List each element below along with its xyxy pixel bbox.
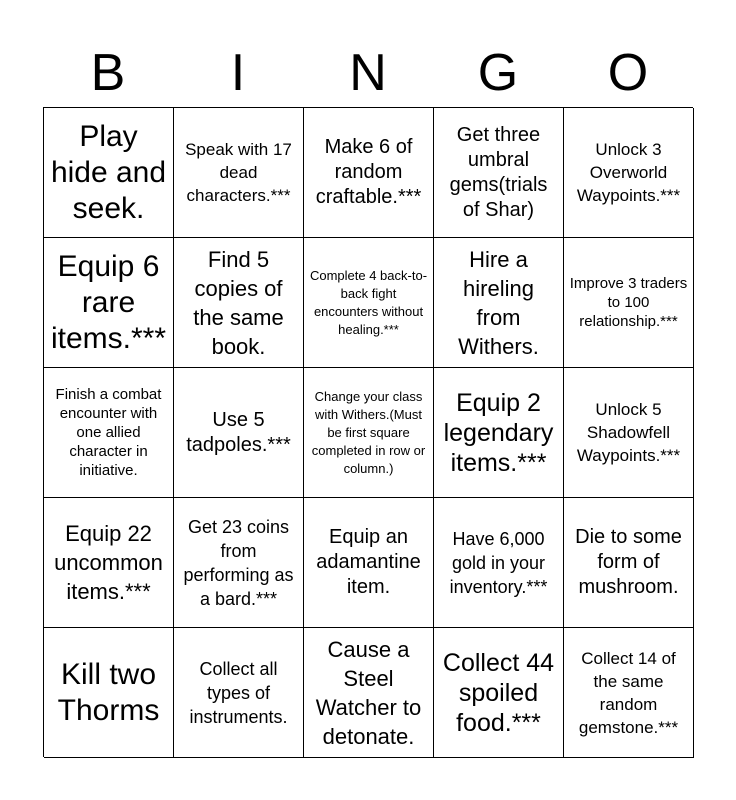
bingo-cell-text: Speak with 17 dead characters.***	[185, 140, 292, 205]
bingo-cell[interactable]	[434, 628, 564, 758]
bingo-cell[interactable]	[174, 368, 304, 498]
bingo-cell[interactable]	[304, 238, 434, 368]
bingo-cell-text: Play hide and seek.	[50, 119, 167, 225]
bingo-cell-text: Make 6 of random craftable.***	[315, 136, 422, 208]
bingo-cell[interactable]	[304, 498, 434, 628]
bingo-cell-text: Equip an adamantine item.	[316, 526, 421, 598]
bingo-cell-text: Hire a hireling from Withers.	[458, 246, 539, 359]
bingo-cell[interactable]	[564, 238, 694, 368]
bingo-cell[interactable]	[44, 628, 174, 758]
bingo-board	[43, 107, 693, 757]
bingo-cell[interactable]	[434, 498, 564, 628]
bingo-cell[interactable]	[564, 628, 694, 758]
bingo-cell[interactable]	[44, 368, 174, 498]
bingo-cell[interactable]	[174, 628, 304, 758]
bingo-cell[interactable]	[564, 498, 694, 628]
bingo-cell-text: Get three umbral gems(trials of Shar)	[449, 123, 548, 221]
bingo-cell-text: Collect 14 of the same random gemstone.***	[578, 648, 679, 737]
bingo-cell[interactable]	[304, 368, 434, 498]
bingo-cell-text: Kill two Thorms	[57, 657, 160, 727]
bingo-cell-text: Have 6,000 gold in your inventory.***	[449, 528, 548, 597]
bingo-cell[interactable]	[434, 368, 564, 498]
header-letter-o: O	[607, 44, 649, 102]
bingo-cell[interactable]	[434, 238, 564, 368]
bingo-cell-text: Unlock 3 Overworld Waypoints.***	[576, 140, 681, 205]
bingo-cell[interactable]	[44, 498, 174, 628]
bingo-cell[interactable]	[44, 108, 174, 238]
bingo-cell-text: Find 5 copies of the same book.	[193, 246, 284, 359]
bingo-cell-text: Equip 22 uncommon items.***	[54, 521, 163, 604]
bingo-cell[interactable]	[174, 238, 304, 368]
bingo-cell-text: Get 23 coins from performing as a bard.***	[183, 516, 294, 609]
bingo-cell[interactable]	[304, 108, 434, 238]
bingo-cell-text: Equip 2 legendary items.***	[443, 388, 554, 477]
bingo-header	[43, 40, 693, 106]
bingo-cell[interactable]	[564, 368, 694, 498]
header-letter-n: N	[349, 44, 387, 102]
bingo-cell[interactable]	[564, 108, 694, 238]
bingo-cell-text: Complete 4 back-to-back fight encounters without healing.***	[309, 267, 428, 337]
bingo-cell-text: Use 5 tadpoles.***	[186, 408, 291, 456]
bingo-cell-text: Change your class with Withers.(Must be first square completed in row or column.)	[311, 388, 426, 476]
bingo-cell-text: Cause a Steel Watcher to detonate.	[315, 636, 422, 749]
bingo-cell[interactable]	[434, 108, 564, 238]
header-letter-b: B	[90, 44, 126, 102]
bingo-cell[interactable]	[174, 108, 304, 238]
bingo-cell-text: Die to some form of mushroom.	[575, 526, 682, 598]
bingo-cell[interactable]	[44, 238, 174, 368]
bingo-cell-text: Collect all types of instruments.	[189, 658, 288, 727]
bingo-cell[interactable]	[304, 628, 434, 758]
bingo-cell-text: Equip 6 rare items.***	[50, 249, 167, 355]
bingo-cell-text: Collect 44 spoiled food.***	[442, 648, 555, 737]
header-letter-g: G	[477, 44, 519, 102]
header-letter-i: I	[230, 44, 246, 102]
bingo-cell-text: Finish a combat encounter with one allied character in initiative.	[55, 386, 162, 479]
bingo-cell[interactable]	[174, 498, 304, 628]
bingo-cell-text: Improve 3 traders to 100 relationship.***	[569, 275, 688, 330]
bingo-cell-text: Unlock 5 Shadowfell Waypoints.***	[576, 400, 681, 465]
